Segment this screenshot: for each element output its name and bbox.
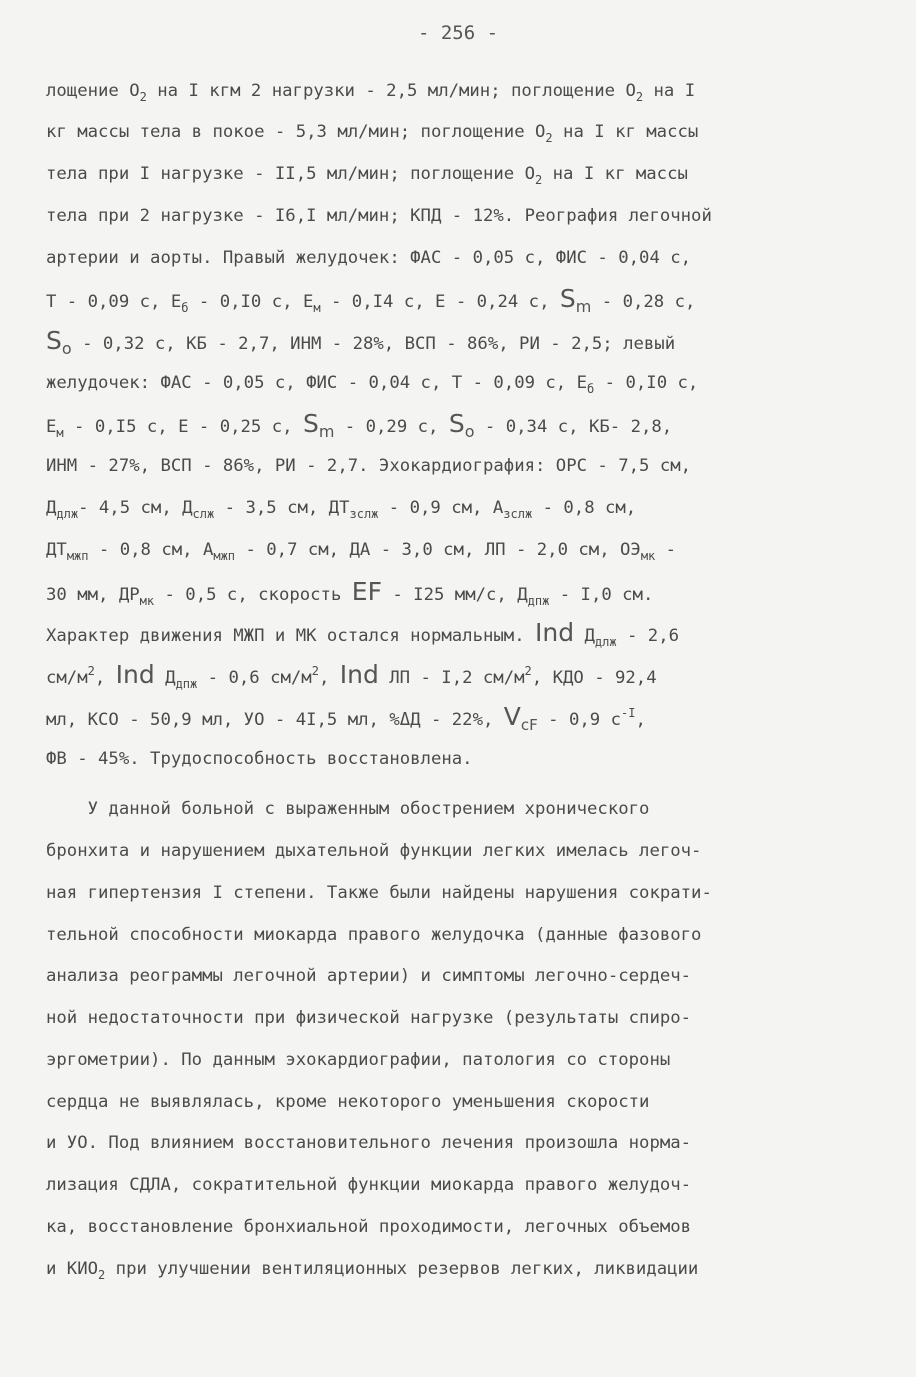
text-line: тела при I нагрузке - II,5 мл/мин; поглощение $O_2$ на I кг массы (46, 164, 688, 187)
text-line: бронхита и нарушением дыхательной функции легких имелась легоч- (46, 841, 702, 861)
text-line: артерии и аорты. Правый желудочек: ФАС - 0,05 с, ФИС - 0,04 с, (46, 248, 692, 268)
text-line: $S_o - 0,32$ с, КБ - 2,7, ИНМ - 28%, ВСП - 86%, РИ - 2,5; левый (46, 326, 676, 358)
text-line: $Д_{длж}-$ 4,5 см, $Д_{слж} - 3,5$ см, $ДТ_{зслж} - 0,9$ см, $A_{зслж} - 0,8$ см, (46, 498, 637, 521)
text-line: $ДТ_{мжп} - 0,8$ см, $A_{мжп} - 0,7$ см, ДА - 3,0 см, ЛП - 2,0 см, $ОЭ_{мк}$ - (46, 540, 677, 563)
text-line: T - 0,09 с, $E_б - 0,I0$ с, $E_м - 0,I4$ с, E - 0,24 с, $S_m - 0,28$ с, (46, 284, 696, 316)
text-line: ной недостаточности при физической нагрузке (результаты спиро- (46, 1008, 692, 1028)
text-line: У данной больной с выраженным обострением хронического (46, 799, 650, 819)
page-number: - 256 - (417, 22, 499, 44)
text-line: анализа реограммы легочной артерии) и симптомы легочно-сердеч- (46, 966, 692, 986)
text-line: Характер движения МЖП и МК остался нормальным. Ind $Д_{длж} - 2,6$ (46, 618, 680, 649)
text-line: кг массы тела в покое - 5,3 мл/мин; поглощение $O_2$ на I кг массы (46, 122, 699, 145)
text-line: $E_м - 0,I5$ с, E - 0,25 с, $S_m - 0,29$ с, $S_o - 0,34$ с, КБ- 2,8, (46, 409, 673, 441)
text-line: лизация СДЛА, сократительной функции миокарда правого желудоч- (46, 1175, 692, 1195)
text-line: тельной способности миокарда правого желудочка (данные фазового (46, 925, 702, 945)
text-line: сердца не выявлялась, кроме некоторого уменьшения скорости (46, 1092, 650, 1112)
text-line: ИНМ - 27%, ВСП - 86%, РИ - 2,7. Эхокардиография: ОРС - 7,5 см, (46, 456, 692, 476)
text-line: ка, восстановление бронхиальной проходимости, легочных объемов (46, 1217, 692, 1237)
text-line: и $КИО_2$ при улучшении вентиляционных резервов легких, ликвидации (46, 1259, 699, 1282)
text-line: ная гипертензия I степени. Также были найдены нарушения сократи- (46, 883, 712, 903)
text-line: лощение $O_2$ на I кгм 2 нагрузки - 2,5 мл/мин; поглощение $O_2$ на I (46, 81, 696, 104)
text-line: тела при 2 нагрузке - I6,I мл/мин; КПД - 12%. Реография легочной (46, 206, 712, 226)
text-line: $см/м^2$, Ind $Д_{дпж} - 0,6$ $см/м^2$, Ind ЛП - I,2 $см/м^2$, КДО - 92,4 (46, 660, 657, 691)
text-line: ФВ - 45%. Трудоспособность восстановлена. (46, 749, 473, 769)
text-line: желудочек: ФАС - 0,05 с, ФИС - 0,04 с, T - 0,09 с, $E_б - 0,I0$ с, (46, 373, 699, 396)
text-line: эргометрии). По данным эхокардиографии, патология со стороны (46, 1050, 671, 1070)
text-line: мл, КСО - 50,9 мл, УО - 4I,5 мл, %ΔД - 22%, $V_{cF} - 0,9$ $с^{-I}$, (46, 702, 646, 734)
text-line: 30 мм, $ДР_{мк} - 0,5$ с, скорость EF - I25 мм/с, $Д_{дпж} - I,0$ см. (46, 577, 654, 608)
text-line: и УО. Под влиянием восстановительного лечения произошла норма- (46, 1133, 692, 1153)
